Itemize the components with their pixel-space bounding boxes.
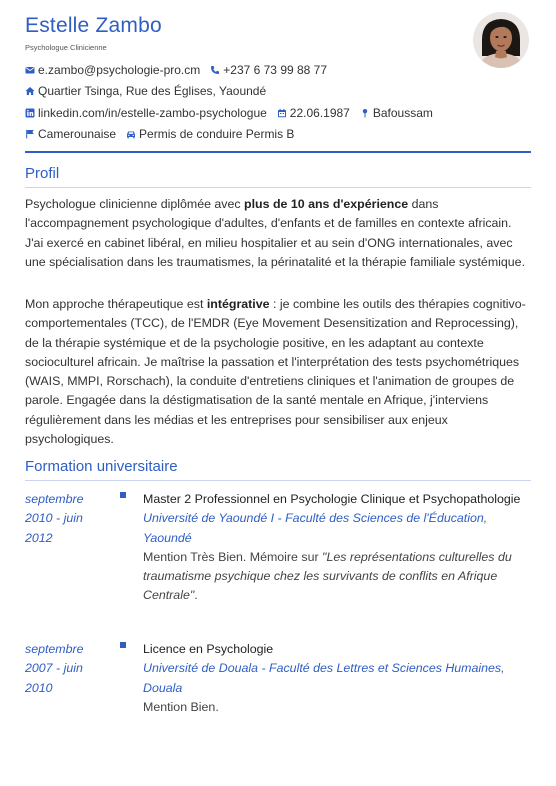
education-date: septembre 2007 - juin 2010 <box>25 642 84 695</box>
section-divider-formation <box>25 480 531 481</box>
birthplace-text: Bafoussam <box>372 106 433 120</box>
email-text: e.zambo@psychologie-pro.cm <box>38 63 201 77</box>
car-icon <box>126 129 136 139</box>
education-entry <box>143 490 531 606</box>
section-divider-profil <box>25 187 531 188</box>
birthplace-item <box>360 106 433 120</box>
profile-photo <box>473 12 529 68</box>
address-item <box>25 84 266 98</box>
education-date: septembre 2010 - juin 2012 <box>25 492 84 545</box>
education-degree: Master 2 Professionnel en Psychologie Clinique et Psychopathologie <box>143 492 521 506</box>
section-title-formation: Formation universitaire <box>25 458 178 475</box>
email-item[interactable] <box>25 63 200 77</box>
profil-paragraph-2: Mon approche thérapeutique est intégrative : je combine les outils des thérapies cognitivo-comportementales (TCC), de l'EMDR (Eye Movement Desensitization and Reprocessing), de la thérapie systémique et de la psychologie positive, en les adaptant au contexte socioculturel africain. Je maîtrise la passation et l'interprétation des tests psychométriques (WAIS, MMPI, Rorschach), la conduite d'entretiens cliniques et l'animation de groupes de parole. Engagée dans la déstigmatisation de la santé mentale en Afrique, j'interviens régulièrement dans les médias et les entreprises pour sensibiliser aux enjeux psychologiques. <box>25 297 526 447</box>
education-entry <box>143 640 531 717</box>
education-bullet <box>120 492 126 498</box>
person-name: Estelle Zambo <box>25 14 162 37</box>
license-text: Permis de conduire Permis B <box>139 127 295 141</box>
linkedin-text: linkedin.com/in/estelle-zambo-psychologue <box>38 106 267 120</box>
education-degree: Licence en Psychologie <box>143 642 274 656</box>
phone-item[interactable] <box>210 63 327 77</box>
birthdate-text: 22.06.1987 <box>289 106 350 120</box>
home-icon <box>25 86 35 96</box>
phone-text: +237 6 73 99 88 77 <box>223 63 328 77</box>
contact-row-3 <box>25 106 443 120</box>
birthdate-item <box>277 106 350 120</box>
education-school: Université de Yaoundé I - Faculté des Sciences de l'Éducation, Yaoundé <box>143 511 488 545</box>
contact-row-2 <box>25 84 276 98</box>
license-item <box>126 127 294 141</box>
nationality-text: Camerounaise <box>38 127 117 141</box>
calendar-icon <box>277 108 287 118</box>
envelope-icon <box>25 65 35 75</box>
linkedin-icon <box>25 108 35 118</box>
section-title-profil: Profil <box>25 165 60 182</box>
pin-icon <box>360 108 370 118</box>
phone-icon <box>210 65 220 75</box>
flag-icon <box>25 129 35 139</box>
profil-paragraph-1: Psychologue clinicienne diplômée avec plus de 10 ans d'expérience dans l'accompagnement psychologique d'adultes, d'enfants et de familles en contexte africain. J'ai exercé en cabinet libéral, en milieu hospitalier et au sein d'ONG internationales, avec une spécialisation dans les traumatismes, la périnatalité et la thérapie familiale systémique. <box>25 197 526 269</box>
job-title: Psychologue Clinicienne <box>25 43 107 52</box>
education-note: Mention Bien. <box>143 699 219 714</box>
education-bullet <box>120 642 126 648</box>
address-text: Quartier Tsinga, Rue des Églises, Yaoundé <box>38 84 267 98</box>
education-note: Mention Très Bien. Mémoire sur "Les représentations culturelles du traumatisme psychique chez les survivants de conflits en Afrique Centrale". <box>143 549 512 603</box>
nationality-item <box>25 127 116 141</box>
contact-row-4 <box>25 127 304 141</box>
education-school: Université de Douala - Faculté des Lettres et Sciences Humaines, Douala <box>143 661 505 695</box>
contact-row-1 <box>25 63 337 77</box>
linkedin-item[interactable] <box>25 106 267 120</box>
header-divider <box>25 151 531 153</box>
